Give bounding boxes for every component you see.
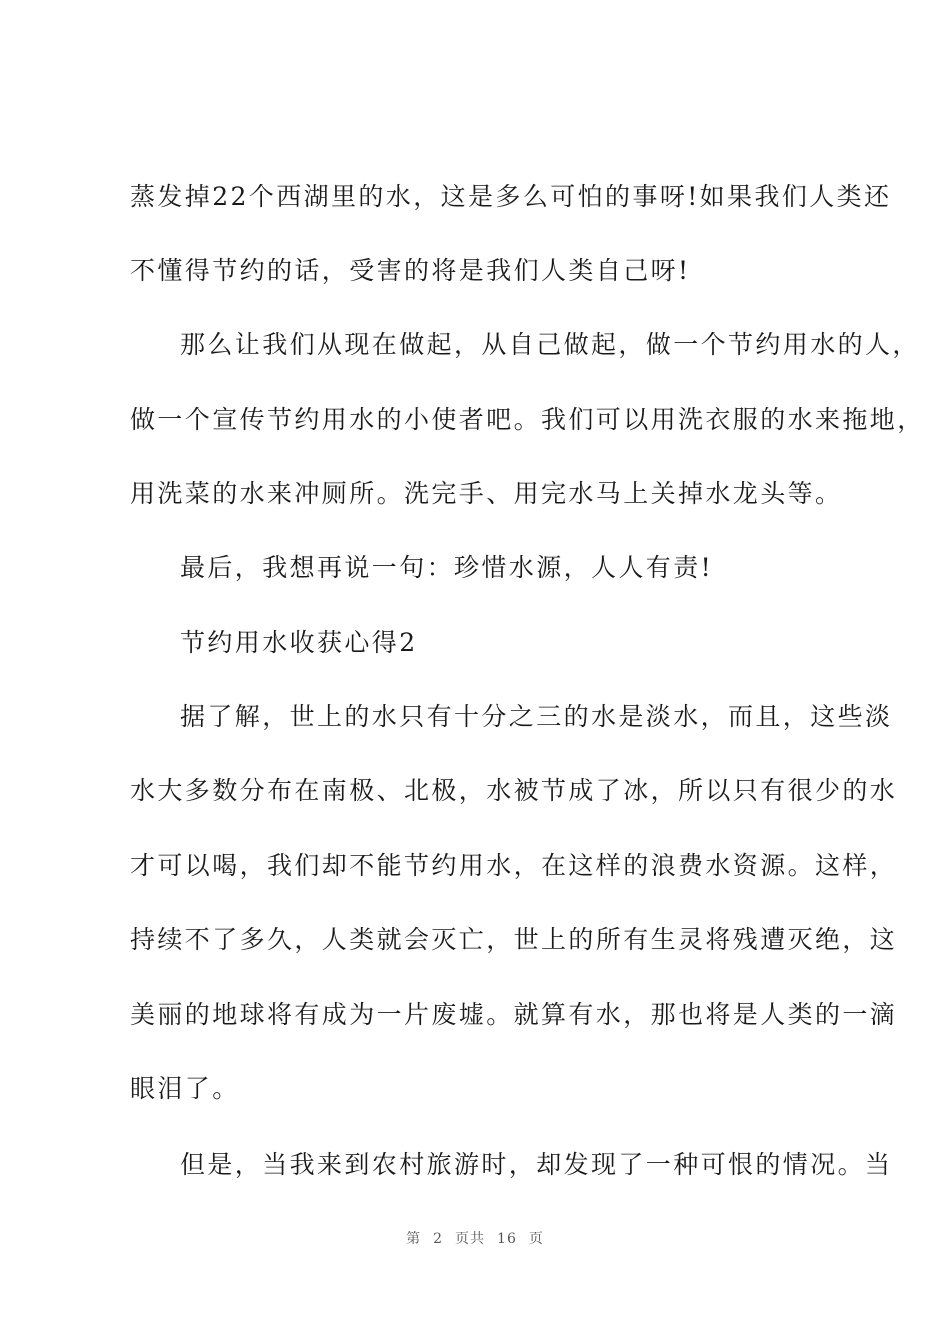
text-line: 蒸发掉22个西湖里的水，这是多么可怕的事呀!如果我们人类还 — [130, 182, 892, 211]
footer-suffix: 页 — [528, 1231, 544, 1247]
text-line: 美丽的地球将有成为一片废墟。就算有水，那也将是人类的一滴 — [130, 1000, 898, 1029]
text-line: 眼泪了。 — [130, 1074, 240, 1103]
text-line: 那么让我们从现在做起，从自己做起，做一个节约用水的人， — [180, 330, 920, 359]
current-page-number: 2 — [433, 1231, 444, 1247]
text-line: 不懂得节约的话，受害的将是我们人类自己呀! — [130, 256, 691, 285]
text-line: 持续不了多久，人类就会灭亡，世上的所有生灵将残遭灭绝，这 — [130, 925, 898, 954]
footer-mid: 页共 — [455, 1231, 486, 1247]
text-line: 最后，我想再说一句：珍惜水源，人人有责! — [180, 553, 714, 582]
section-heading: 节约用水收获心得2 — [180, 628, 418, 657]
text-line: 做一个宣传节约用水的小使者吧。我们可以用洗衣服的水来拖地， — [130, 405, 925, 434]
total-pages-number: 16 — [497, 1231, 517, 1247]
text-line: 才可以喝，我们却不能节约用水，在这样的浪费水资源。这样， — [130, 851, 898, 880]
page-footer — [0, 1228, 950, 1248]
text-line: 但是，当我来到农村旅游时，却发现了一种可恨的情况。当 — [180, 1150, 893, 1179]
text-line: 用洗菜的水来冲厕所。洗完手、用完水马上关掉水龙头等。 — [130, 479, 843, 508]
footer-prefix: 第 — [406, 1231, 422, 1247]
text-line: 水大多数分布在南极、北极，水被节成了冰，所以只有很少的水 — [130, 776, 898, 805]
text-line: 据了解，世上的水只有十分之三的水是淡水，而且，这些淡 — [180, 702, 893, 731]
